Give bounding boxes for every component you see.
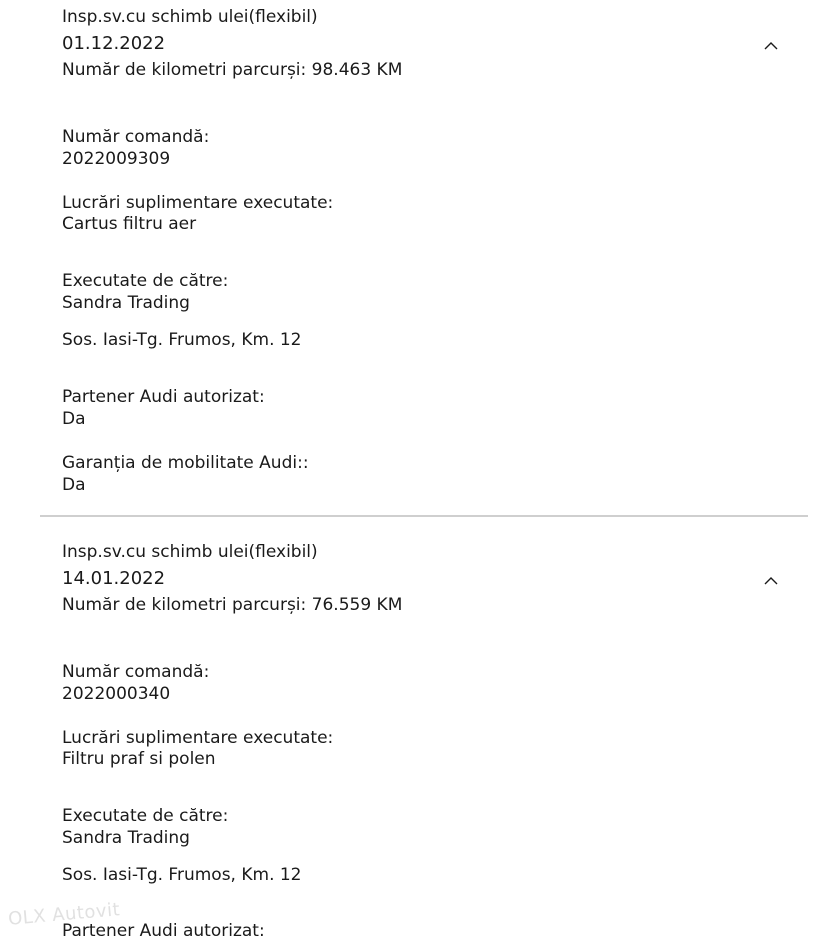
order-label: Număr comandă: (62, 127, 210, 147)
order-number: 2022000340 (62, 684, 171, 704)
extra-work-value: Cartus filtru aer (62, 214, 197, 234)
mobility-value: Da (62, 475, 86, 495)
executed-by-value: Sandra Trading (62, 828, 190, 848)
order-label: Număr comandă: (62, 662, 210, 682)
dealer-address: Sos. Iasi-Tg. Frumos, Km. 12 (62, 865, 302, 885)
partner-value: Da (62, 409, 86, 429)
watermark-logo: OLX Autovit (7, 899, 121, 930)
executed-by-value: Sandra Trading (62, 293, 190, 313)
chevron-up-icon[interactable] (762, 572, 780, 584)
record-divider (40, 515, 808, 517)
executed-by-label: Executate de către: (62, 271, 229, 291)
service-type: Insp.sv.cu schimb ulei(flexibil) (62, 7, 318, 27)
executed-by-label: Executate de către: (62, 806, 229, 826)
service-date: 01.12.2022 (62, 33, 166, 54)
order-number: 2022009309 (62, 149, 171, 169)
service-type: Insp.sv.cu schimb ulei(flexibil) (62, 542, 318, 562)
mobility-label: Garanția de mobilitate Audi:: (62, 453, 309, 473)
partner-label: Partener Audi autorizat: (62, 387, 265, 407)
chevron-up-icon[interactable] (762, 37, 780, 49)
service-date: 14.01.2022 (62, 568, 166, 589)
extra-work-value: Filtru praf si polen (62, 749, 216, 769)
extra-work-label: Lucrări suplimentare executate: (62, 193, 334, 213)
dealer-address: Sos. Iasi-Tg. Frumos, Km. 12 (62, 330, 302, 350)
extra-work-label: Lucrări suplimentare executate: (62, 728, 334, 748)
mileage: Număr de kilometri parcurși: 76.559 KM (62, 595, 403, 615)
mileage: Număr de kilometri parcurși: 98.463 KM (62, 60, 403, 80)
partner-label: Partener Audi autorizat: (62, 921, 265, 941)
